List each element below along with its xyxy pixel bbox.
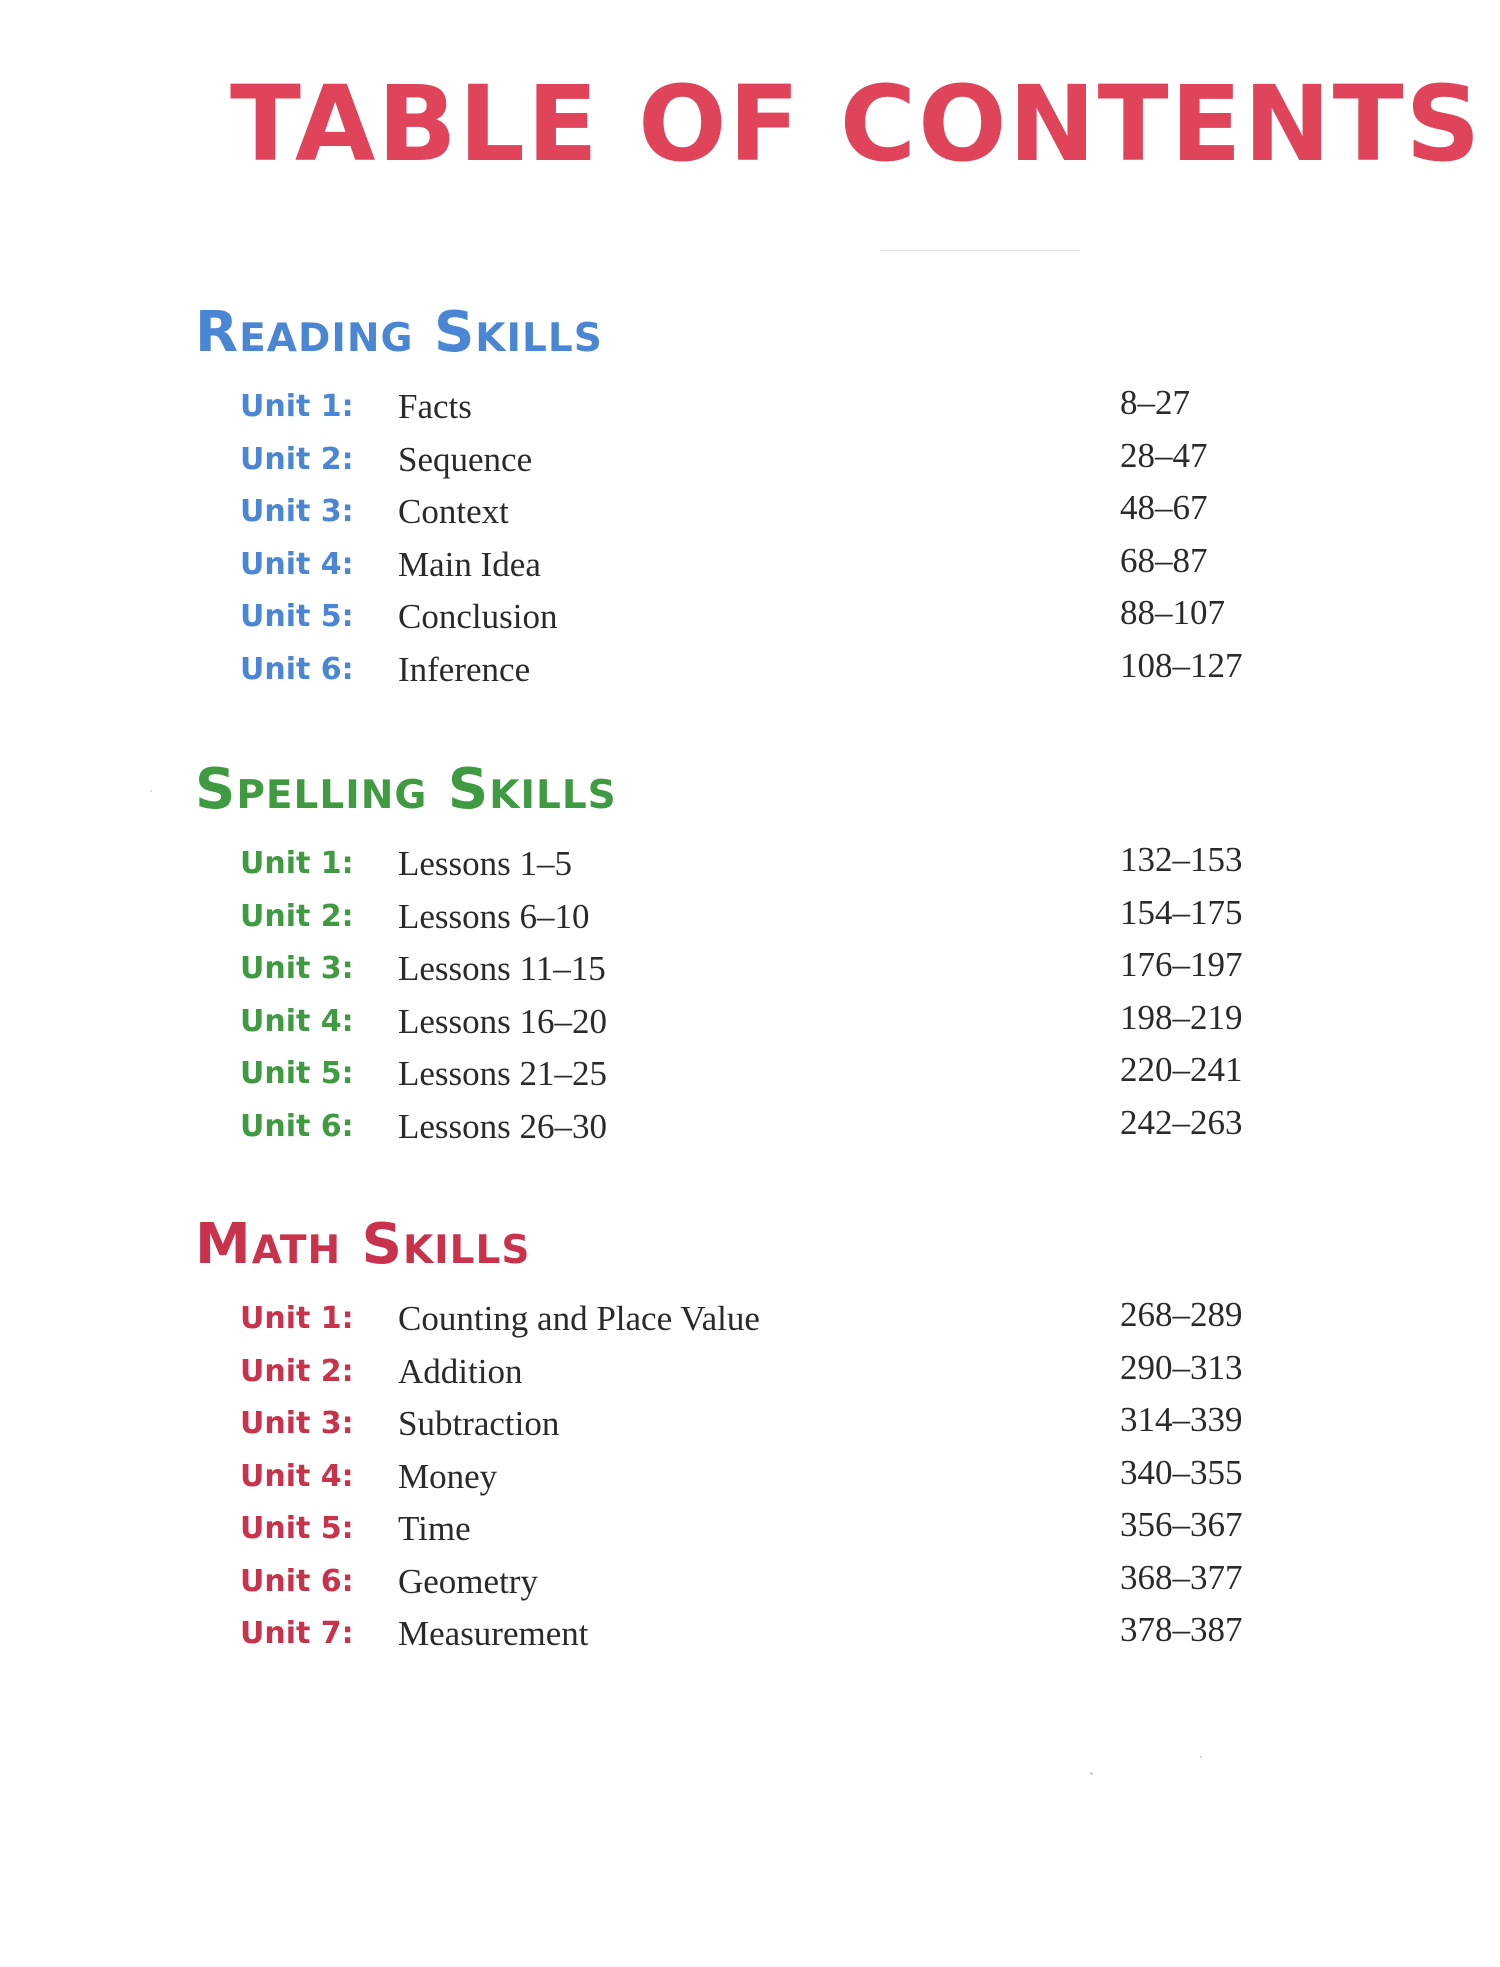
unit-label: Unit 6: bbox=[240, 1563, 354, 1599]
page-range: 314–339 bbox=[1120, 1400, 1243, 1439]
section-spelling-skills bbox=[195, 757, 1315, 1153]
toc-row bbox=[195, 1451, 1315, 1504]
toc-row bbox=[195, 486, 1315, 539]
page-title: TABLE OF CONTENTS bbox=[230, 63, 1483, 185]
unit-label: Unit 6: bbox=[240, 651, 354, 687]
section-reading-skills bbox=[195, 300, 1315, 696]
unit-topic: Lessons 16–20 bbox=[398, 1001, 608, 1041]
page-range: 340–355 bbox=[1120, 1452, 1243, 1492]
section-heading: Reading Skills bbox=[195, 300, 603, 365]
unit-topic: Facts bbox=[398, 387, 472, 426]
unit-label: Unit 3: bbox=[240, 494, 354, 529]
unit-label: Unit 4: bbox=[240, 546, 354, 582]
section-math-skills bbox=[195, 1212, 1315, 1661]
unit-topic: Lessons 21–25 bbox=[398, 1054, 608, 1093]
unit-label: Unit 3: bbox=[240, 951, 354, 986]
scan-mark bbox=[1090, 1772, 1093, 1775]
unit-topic: Conclusion bbox=[398, 597, 558, 636]
unit-topic: Money bbox=[398, 1456, 498, 1496]
toc-row bbox=[195, 644, 1315, 697]
toc-row bbox=[195, 1556, 1315, 1609]
page-range: 28–47 bbox=[1120, 435, 1208, 475]
unit-topic: Geometry bbox=[398, 1561, 538, 1601]
toc-row bbox=[195, 996, 1315, 1049]
section-heading: Math Skills bbox=[195, 1212, 531, 1277]
unit-topic: Lessons 11–15 bbox=[398, 949, 606, 988]
unit-label: Unit 5: bbox=[240, 599, 354, 634]
unit-topic: Measurement bbox=[398, 1614, 589, 1653]
page-range: 290–313 bbox=[1120, 1347, 1243, 1387]
unit-topic: Subtraction bbox=[398, 1404, 560, 1443]
page-range: 48–67 bbox=[1120, 488, 1208, 527]
unit-topic: Context bbox=[398, 492, 509, 531]
unit-label: Unit 6: bbox=[240, 1108, 354, 1144]
unit-topic: Main Idea bbox=[398, 544, 541, 584]
page-range: 154–175 bbox=[1120, 892, 1243, 932]
scan-mark bbox=[150, 790, 152, 792]
page-range: 108–127 bbox=[1120, 645, 1243, 685]
scan-mark bbox=[1200, 1756, 1202, 1758]
unit-topic: Inference bbox=[398, 649, 531, 689]
toc-row bbox=[195, 1101, 1315, 1154]
toc-row bbox=[195, 1503, 1315, 1556]
unit-label: Unit 2: bbox=[240, 441, 354, 477]
unit-label: Unit 1: bbox=[240, 389, 354, 424]
unit-label: Unit 4: bbox=[240, 1458, 354, 1494]
unit-topic: Time bbox=[398, 1509, 471, 1548]
unit-topic: Lessons 1–5 bbox=[398, 844, 573, 883]
unit-topic: Lessons 6–10 bbox=[398, 896, 590, 936]
page-range: 268–289 bbox=[1120, 1295, 1243, 1334]
page-range: 368–377 bbox=[1120, 1557, 1243, 1597]
toc-row bbox=[195, 1048, 1315, 1101]
page-range: 242–263 bbox=[1120, 1102, 1243, 1142]
page-range: 198–219 bbox=[1120, 997, 1243, 1037]
unit-label: Unit 5: bbox=[240, 1056, 354, 1091]
toc-row bbox=[195, 838, 1315, 891]
page-range: 68–87 bbox=[1120, 540, 1208, 580]
unit-topic: Sequence bbox=[398, 439, 533, 479]
toc-row bbox=[195, 1608, 1315, 1661]
unit-label: Unit 3: bbox=[240, 1406, 354, 1441]
scan-mark bbox=[880, 250, 1080, 251]
unit-label: Unit 5: bbox=[240, 1511, 354, 1546]
unit-list bbox=[195, 838, 1315, 1153]
section-heading: Spelling Skills bbox=[195, 757, 617, 822]
unit-label: Unit 1: bbox=[240, 1301, 354, 1336]
unit-label: Unit 2: bbox=[240, 1353, 354, 1389]
page-range: 88–107 bbox=[1120, 593, 1225, 632]
toc-row bbox=[195, 1346, 1315, 1399]
page-range: 176–197 bbox=[1120, 945, 1243, 984]
toc-row bbox=[195, 381, 1315, 434]
page-range: 132–153 bbox=[1120, 840, 1243, 879]
unit-topic: Lessons 26–30 bbox=[398, 1106, 608, 1146]
unit-topic: Addition bbox=[398, 1351, 523, 1391]
unit-label: Unit 7: bbox=[240, 1616, 354, 1651]
unit-label: Unit 2: bbox=[240, 898, 354, 934]
page-range: 378–387 bbox=[1120, 1610, 1243, 1649]
toc-row bbox=[195, 539, 1315, 592]
unit-list bbox=[195, 1293, 1315, 1661]
toc-row bbox=[195, 434, 1315, 487]
unit-list bbox=[195, 381, 1315, 696]
unit-label: Unit 4: bbox=[240, 1003, 354, 1039]
page-range: 356–367 bbox=[1120, 1505, 1243, 1544]
unit-label: Unit 1: bbox=[240, 846, 354, 881]
unit-topic: Counting and Place Value bbox=[398, 1299, 760, 1338]
toc-row bbox=[195, 1398, 1315, 1451]
toc-row bbox=[195, 1293, 1315, 1346]
page-range: 8–27 bbox=[1120, 383, 1190, 422]
toc-row bbox=[195, 591, 1315, 644]
page-range: 220–241 bbox=[1120, 1050, 1243, 1089]
toc-row bbox=[195, 891, 1315, 944]
toc-row bbox=[195, 943, 1315, 996]
